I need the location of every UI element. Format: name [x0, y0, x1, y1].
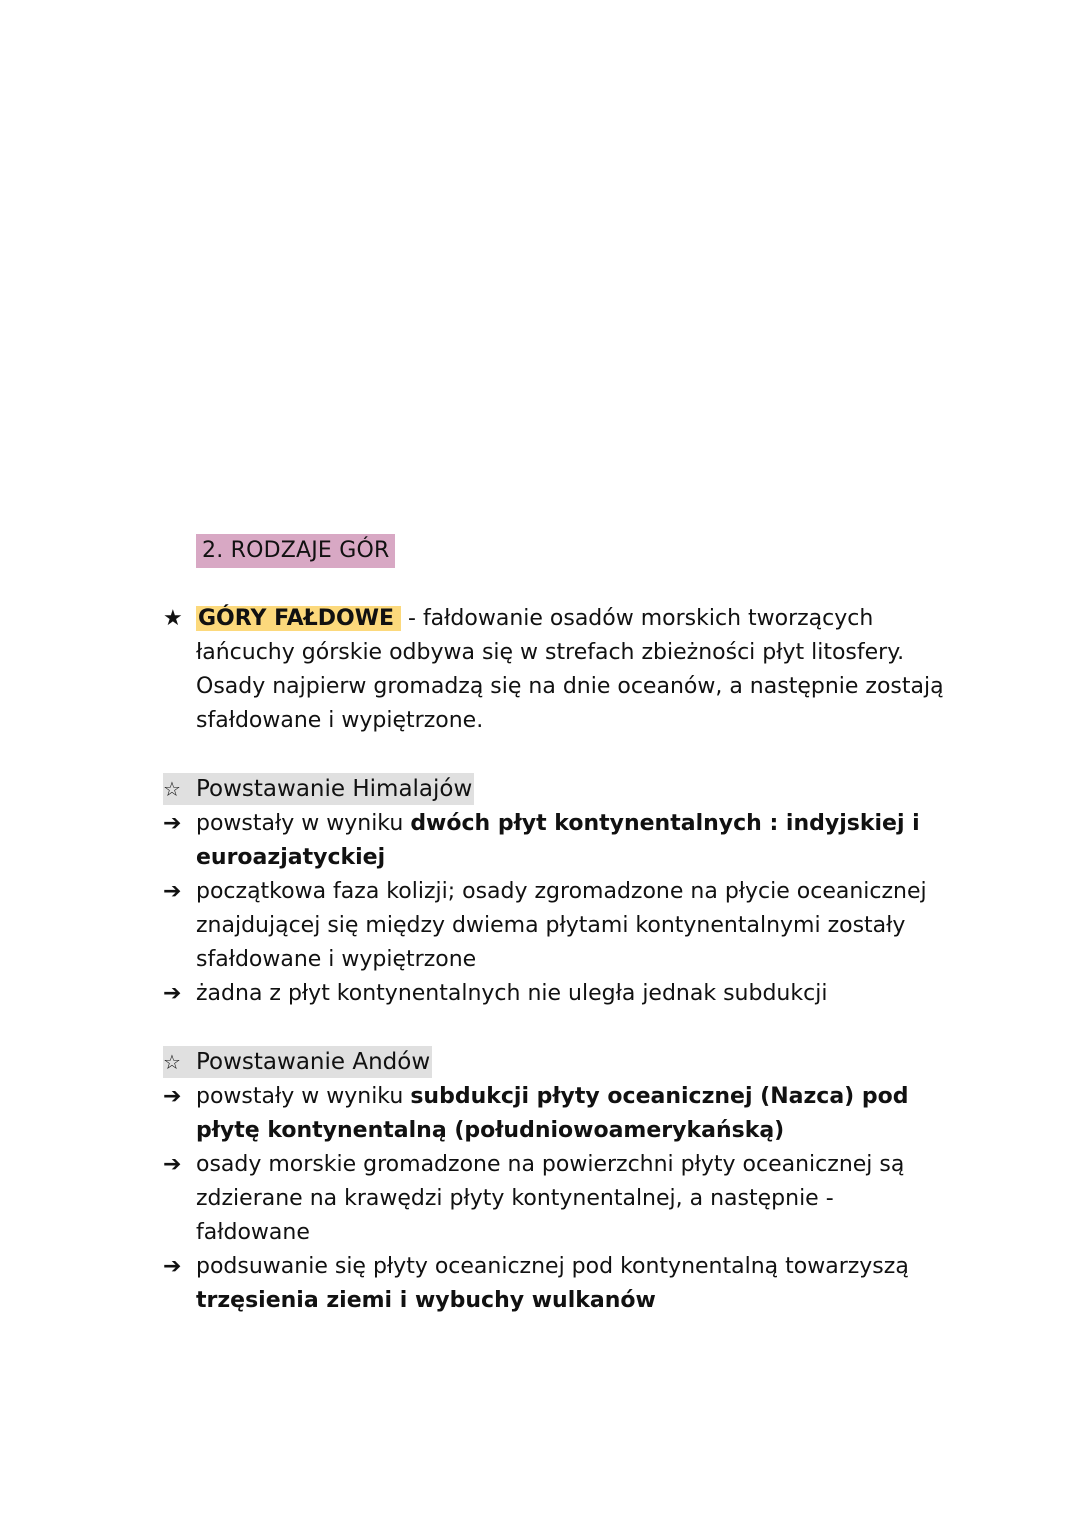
- arrow-right-icon: ➔: [163, 811, 182, 836]
- item-text: powstały w wyniku: [196, 1084, 411, 1109]
- item-text: powstały w wyniku: [196, 811, 411, 836]
- item-text: osady morskie gromadzone na powierzchni płyty oceanicznej są zdzierane na krawędzi płyty kontynentalnej, a następnie - fałdowane: [196, 1152, 905, 1245]
- item-text: podsuwanie się płyty oceanicznej pod kontynentalną towarzyszą: [196, 1254, 909, 1279]
- himalayas-section: [163, 773, 953, 1011]
- andes-section: [163, 1046, 953, 1318]
- term-highlight: GÓRY FAŁDOWE: [196, 606, 401, 631]
- definition-item: [163, 602, 953, 738]
- outline-star-icon: ☆: [163, 1050, 181, 1074]
- item-bold-text: subdukcji płyty oceanicznej (Nazca) pod płytę kontynentalną (południowoamerykańską): [196, 1084, 909, 1143]
- item-bold-text: dwóch płyt kontynentalnych : indyjskiej i euroazjatyckiej: [196, 811, 920, 870]
- subheading-title: Powstawanie Andów: [196, 1049, 431, 1075]
- outline-star-icon: ☆: [163, 777, 181, 801]
- list-item: [163, 977, 953, 1011]
- list-item: [163, 807, 953, 875]
- list-item: [163, 875, 953, 977]
- fold-mountains-definition: [163, 602, 953, 738]
- definition-text: - fałdowanie osadów morskich tworzących łańcuchy górskie odbywa się w strefach zbieżności płyt litosfery. Osady najpierw gromadzą się na dnie oceanów, a następnie zostają sfałdowane i wypiętrzone.: [196, 606, 944, 733]
- section-heading: 2. RODZAJE GÓR: [196, 534, 395, 568]
- item-text: żadna z płyt kontynentalnych nie uległa jednak subdukcji: [196, 981, 828, 1006]
- andes-subheading: [163, 1046, 432, 1078]
- list-item: [163, 1250, 953, 1318]
- item-text: początkowa faza kolizji; osady zgromadzone na płycie oceanicznej znajdującej się między dwiema płytami kontynentalnymi zostały sfałdowane i wypiętrzone: [196, 879, 927, 972]
- arrow-right-icon: ➔: [163, 981, 182, 1006]
- list-item: [163, 1148, 953, 1250]
- arrow-right-icon: ➔: [163, 1152, 182, 1177]
- filled-star-icon: ★: [163, 606, 183, 631]
- arrow-right-icon: ➔: [163, 1254, 182, 1279]
- item-bold-text: trzęsienia ziemi i wybuchy wulkanów: [196, 1288, 656, 1313]
- subheading-title: Powstawanie Himalajów: [196, 776, 473, 802]
- list-item: [163, 1080, 953, 1148]
- arrow-right-icon: ➔: [163, 1084, 182, 1109]
- himalayas-subheading: [163, 773, 474, 805]
- arrow-right-icon: ➔: [163, 879, 182, 904]
